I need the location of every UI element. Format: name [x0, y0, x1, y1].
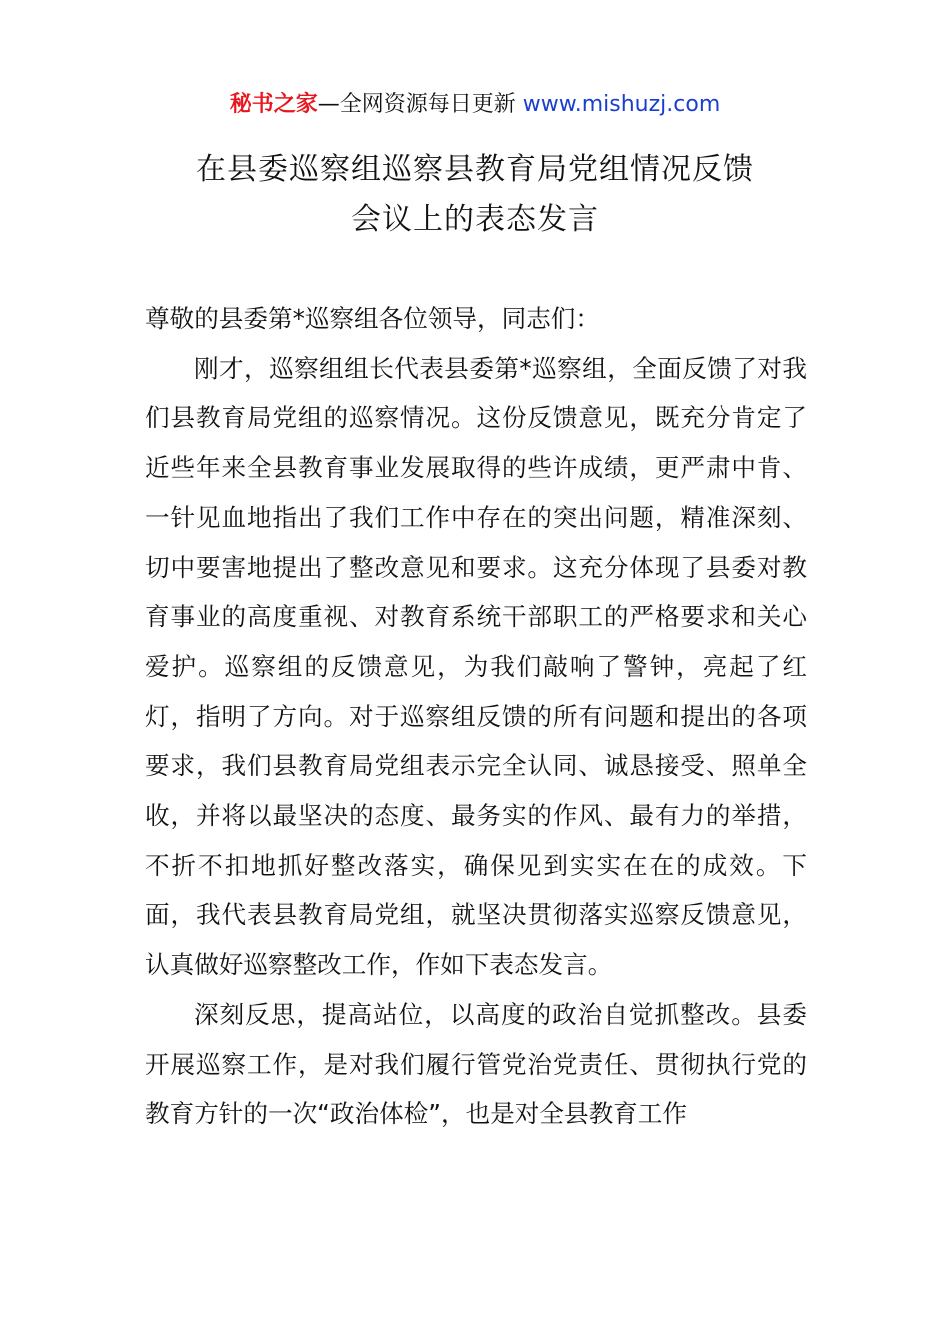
site-header [0, 88, 950, 122]
site-tagline: —全网资源每日更新 [317, 92, 523, 117]
site-url-link[interactable]: www.mishuzj.com [522, 92, 721, 117]
salutation: 尊敬的县委第*巡察组各位领导，同志们： [145, 304, 600, 333]
document-title-line-1: 在县委巡察组巡察县教育局党组情况反馈 [196, 152, 754, 187]
document-body [145, 294, 807, 1139]
paragraph-1: 刚才，巡察组组长代表县委第*巡察组，全面反馈了对我们县教育局党组的巡察情况。这份反馈意见，既充分肯定了近些年来全县教育事业发展取得的些许成绩，更严肃中肯、一针见血地指出了我们工作中存在的突出问题，精准深刻、切中要害地提出了整改意见和要求。这充分体现了县委对教育事业的高度重视、对教育系统干部职工的严格要求和关心爱护。巡察组的反馈意见，为我们敲响了警钟，亮起了红灯，指明了方向。对于巡察组反馈的所有问题和提出的各项要求，我们县教育局党组表示完全认同、诚恳接受、照单全收，并将以最坚决的态度、最务实的作风、最有力的举措，不折不扣地抓好整改落实，确保见到实实在在的成效。下面，我代表县教育局党组，就坚决贯彻落实巡察反馈意见，认真做好巡察整改工作，作如下表态发言。 [145, 353, 807, 980]
site-brand: 秘书之家 [229, 92, 318, 117]
paragraph-2: 深刻反思，提高站位，以高度的政治自觉抓整改。县委开展巡察工作，是对我们履行管党治党责任、贯彻执行党的教育方针的一次“政治体检”，也是对全县教育工作 [145, 999, 807, 1129]
document-title-line-2: 会议上的表态发言 [351, 202, 599, 237]
